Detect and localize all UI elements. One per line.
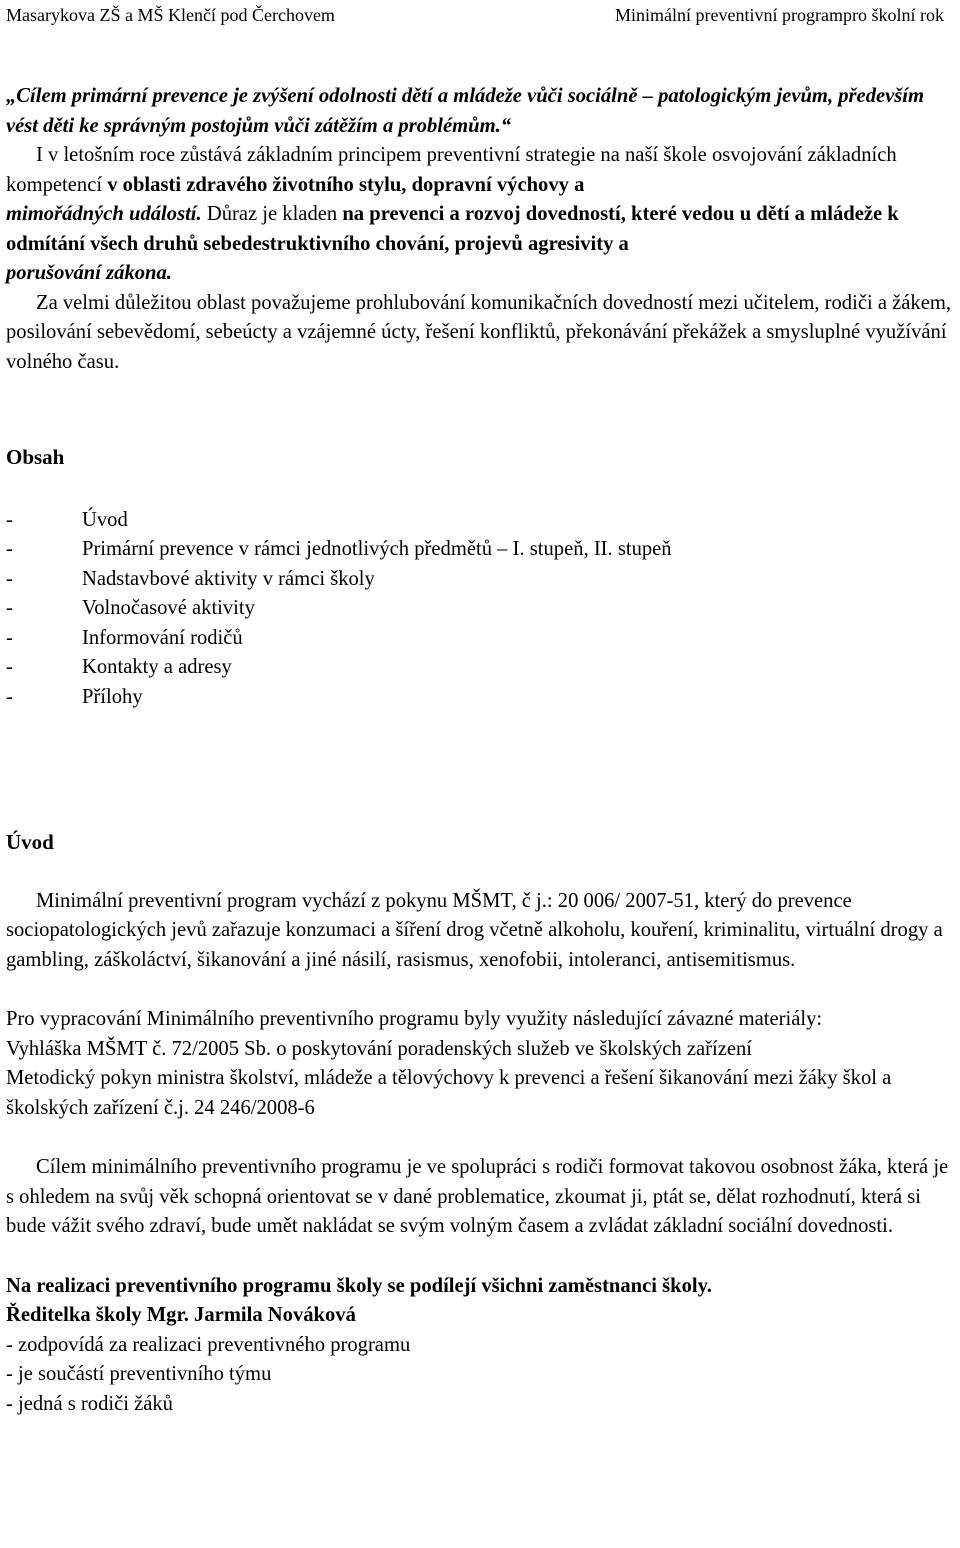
contents-item: - Primární prevence v rámci jednotlivých předmětů – I. stupeň, II. stupeň xyxy=(6,535,956,565)
strategy-bold-1: v oblasti zdravého životního stylu, dopravní výchovy a xyxy=(107,173,585,196)
intro-paragraph-3: Vyhláška MŠMT č. 72/2005 Sb. o poskytování poradenských služeb ve školských zařízení xyxy=(6,1037,753,1060)
duty-item: - zodpovídá za realizaci preventivného programu xyxy=(6,1333,411,1356)
duty-item: - je součástí preventivního týmu xyxy=(6,1363,272,1385)
contents-item: - Přílohy xyxy=(6,683,956,713)
contents-item: - Úvod xyxy=(6,506,956,536)
strategy-bold-italic-1: mimořádných událostí. xyxy=(6,203,202,225)
contents-list xyxy=(6,506,956,713)
strategy-paragraph xyxy=(6,141,956,289)
contents-item: - Kontakty a adresy xyxy=(6,653,956,683)
document-body xyxy=(6,82,956,1419)
strategy-text-2: Důraz je kladen xyxy=(201,203,343,225)
primary-prevention-goal: „Cílem primární prevence je zvýšení odolnosti dětí a mládeže vůči sociálně – patologickým jevům, především vést děti ke správným postojům vůči zátěžím a problémům.“ xyxy=(6,85,925,137)
duty-item: - jedná s rodiči žáků xyxy=(6,1392,173,1415)
intro-paragraph-1: Minimální preventivní program vychází z pokynu MŠMT, č j.: 20 006/ 2007-51, který do prevence sociopatologických jevů zařazuje konzumaci a šíření drog včetně alkoholu, kouření, kriminalitu, virtuální drogy a gambling, záškoláctví, šikanování a jiné násilí, rasismus, xenofobii, intoleranci, antisemitismus. xyxy=(6,889,943,971)
strategy-bold-italic-2: porušování zákona. xyxy=(6,262,172,284)
strategy-text-1: I v letošním roce zůstává základním principem preventivní strategie na naší škole osvojování základních kompetencí xyxy=(6,144,897,196)
intro-paragraph-5: Cílem minimálního preventivního programu je ve spolupráci s rodiči formovat takovou osobnost žáka, která je s ohledem na svůj věk schopná orientovat se v dané problematice, zkoumat ji, ptát se, dělat rozhodnutí, která si bude vážit svého zdraví, bude umět nakládat se svým volným časem a zvládat základní sociální dovednosti. xyxy=(6,1156,949,1237)
intro-paragraph-7 xyxy=(6,1301,956,1331)
intro-heading: Úvod xyxy=(6,830,54,854)
contents-item: - Volnočasové aktivity xyxy=(6,594,956,624)
contents-item: - Informování rodičů xyxy=(6,624,956,654)
intro-paragraph-2: Pro vypracování Minimálního preventivního programu byly využity následující závazné materiály: xyxy=(6,1008,823,1030)
header-school-name: Masarykova ZŠ a MŠ Klenčí pod Čerchovem xyxy=(6,5,335,25)
intro-paragraph-6 xyxy=(6,1272,956,1302)
header-document-title: Minimální preventivní programpro školní rok xyxy=(615,5,944,25)
contents-heading: Obsah xyxy=(6,445,65,469)
principal-name: Ředitelka školy Mgr. Jarmila Nováková xyxy=(6,1304,356,1326)
strategy-bold-2: na prevenci a rozvoj dovedností, které vedou u dětí a mládeže k odmítání všech druhů sebedestruktivního chování, projevů agresivity a xyxy=(6,203,899,255)
intro-paragraph-4: Metodický pokyn ministra školství, mládeže a tělovýchovy k prevenci a řešení šikanování mezi žáky škol a školských zařízení č.j. 24 246/2008-6 xyxy=(6,1067,892,1119)
contents-item: - Nadstavbové aktivity v rámci školy xyxy=(6,565,956,595)
important-area-paragraph: Za velmi důležitou oblast považujeme prohlubování komunikačních dovedností mezi učitelem, rodiči a žákem, posilování sebevědomí, sebeúcty a vzájemné úcty, řešení konfliktů, překonávání překážek a smysluplné využívání volného času. xyxy=(6,291,952,373)
page-header xyxy=(6,3,944,33)
staff-statement: Na realizaci preventivního programu školy se podílejí všichni zaměstnanci školy. xyxy=(6,1274,712,1297)
